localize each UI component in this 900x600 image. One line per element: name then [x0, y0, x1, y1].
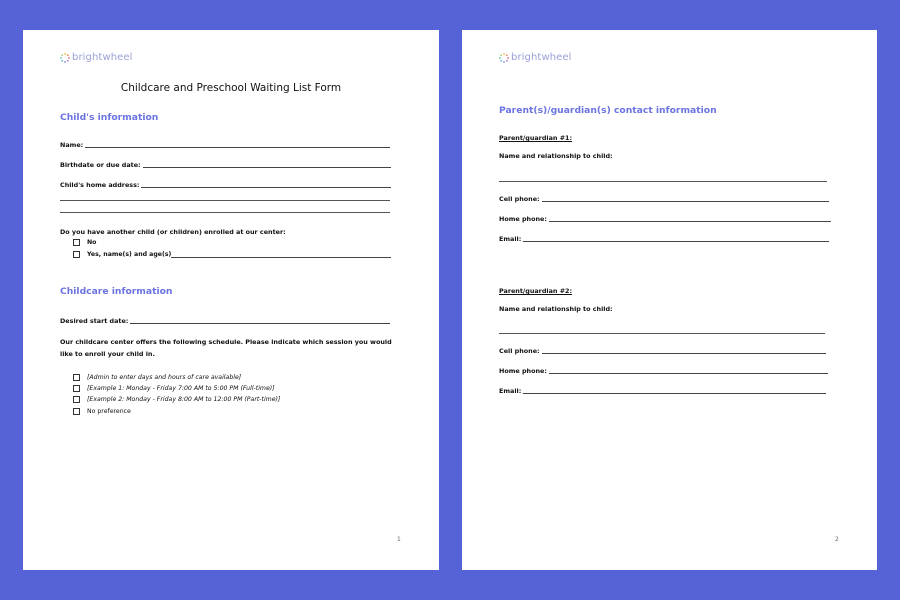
- guardian-1-email-field[interactable]: [499, 234, 829, 243]
- child-name-input[interactable]: [85, 146, 390, 148]
- guardian-1-name-input[interactable]: [499, 181, 827, 182]
- child-name-field[interactable]: [60, 140, 390, 149]
- document-page-2: [462, 30, 877, 570]
- enrolled-option-no[interactable]: [73, 238, 173, 247]
- names-ages-input[interactable]: [171, 256, 391, 258]
- enrolled-option-yes[interactable]: [73, 250, 391, 259]
- brightwheel-logo: [60, 52, 133, 63]
- field-label: Home phone:: [499, 367, 547, 375]
- guardian-2-name-input[interactable]: [499, 333, 825, 334]
- document-page-1: [23, 30, 439, 570]
- checkbox-icon[interactable]: [73, 374, 80, 381]
- guardian-1-email-input[interactable]: [523, 240, 829, 242]
- checkbox-icon[interactable]: [73, 396, 80, 403]
- checkbox-icon[interactable]: [73, 239, 80, 246]
- schedule-option-admin[interactable]: [73, 373, 373, 382]
- guardian-1-home-field[interactable]: [499, 214, 831, 223]
- guardian-1-name-label: Name and relationship to child:: [499, 152, 613, 160]
- birthdate-input[interactable]: [143, 166, 391, 168]
- guardian-1-title: Parent/guardian #1:: [499, 134, 573, 142]
- start-date-input[interactable]: [130, 322, 390, 324]
- guardian-1-home-input[interactable]: [549, 220, 831, 222]
- start-date-field[interactable]: [60, 316, 390, 325]
- field-label: Name:: [60, 141, 84, 149]
- option-label: Yes, name(s) and age(s): [87, 251, 172, 258]
- checkbox-icon[interactable]: [73, 385, 80, 392]
- option-label: No preference: [87, 408, 131, 415]
- brightwheel-logo: [499, 52, 572, 63]
- sunburst-dots-icon: [499, 53, 509, 63]
- schedule-option-example-1[interactable]: [73, 384, 373, 393]
- schedule-description: Our childcare center offers the following schedule. Please indicate which session you would like to enroll your child in.: [60, 338, 392, 358]
- field-label: Email:: [499, 387, 522, 395]
- guardian-info-heading: Parent(s)/guardian(s) contact information: [499, 105, 717, 116]
- guardian-2-cell-field[interactable]: [499, 346, 826, 355]
- home-address-input[interactable]: [141, 186, 391, 188]
- option-label: [Example 2: Monday - Friday 8:00 AM to 12:00 PM (Part-time)]: [87, 396, 281, 403]
- field-label: Email:: [499, 235, 522, 243]
- guardian-2-title: Parent/guardian #2:: [499, 287, 573, 295]
- option-label: [Admin to enter days and hours of care available]: [87, 374, 242, 381]
- guardian-2-name-label: Name and relationship to child:: [499, 305, 613, 313]
- field-label: Child's home address:: [60, 181, 140, 189]
- schedule-option-example-2[interactable]: [73, 395, 373, 404]
- page-number: 2: [835, 536, 839, 543]
- logo-text: brightwheel: [511, 52, 572, 63]
- enrolled-question: Do you have another child (or children) enrolled at our center:: [60, 228, 286, 236]
- home-address-field[interactable]: [60, 180, 391, 189]
- field-label: Birthdate or due date:: [60, 161, 141, 169]
- checkbox-icon[interactable]: [73, 408, 80, 415]
- child-info-heading: Child's information: [60, 112, 159, 123]
- guardian-2-email-input[interactable]: [523, 392, 826, 394]
- option-label: [Example 1: Monday - Friday 7:00 AM to 5:00 PM (Full-time)]: [87, 385, 275, 392]
- page-number: 1: [397, 536, 401, 543]
- option-label: No: [87, 239, 97, 246]
- home-address-line-2[interactable]: [60, 200, 390, 201]
- sunburst-dots-icon: [60, 53, 70, 63]
- childcare-info-heading: Childcare information: [60, 286, 173, 297]
- guardian-2-email-field[interactable]: [499, 386, 826, 395]
- field-label: Home phone:: [499, 215, 547, 223]
- guardian-1-cell-input[interactable]: [542, 200, 829, 202]
- schedule-option-no-preference[interactable]: [73, 407, 373, 416]
- checkbox-icon[interactable]: [73, 251, 80, 258]
- logo-text: brightwheel: [72, 52, 133, 63]
- guardian-2-cell-input[interactable]: [542, 352, 826, 354]
- home-address-line-3[interactable]: [60, 212, 390, 213]
- field-label: Cell phone:: [499, 195, 540, 203]
- guardian-2-home-field[interactable]: [499, 366, 828, 375]
- birthdate-field[interactable]: [60, 160, 391, 169]
- guardian-2-home-input[interactable]: [549, 372, 828, 374]
- guardian-1-cell-field[interactable]: [499, 194, 829, 203]
- field-label: Cell phone:: [499, 347, 540, 355]
- field-label: Desired start date:: [60, 317, 129, 325]
- form-title: Childcare and Preschool Waiting List Form: [120, 82, 342, 94]
